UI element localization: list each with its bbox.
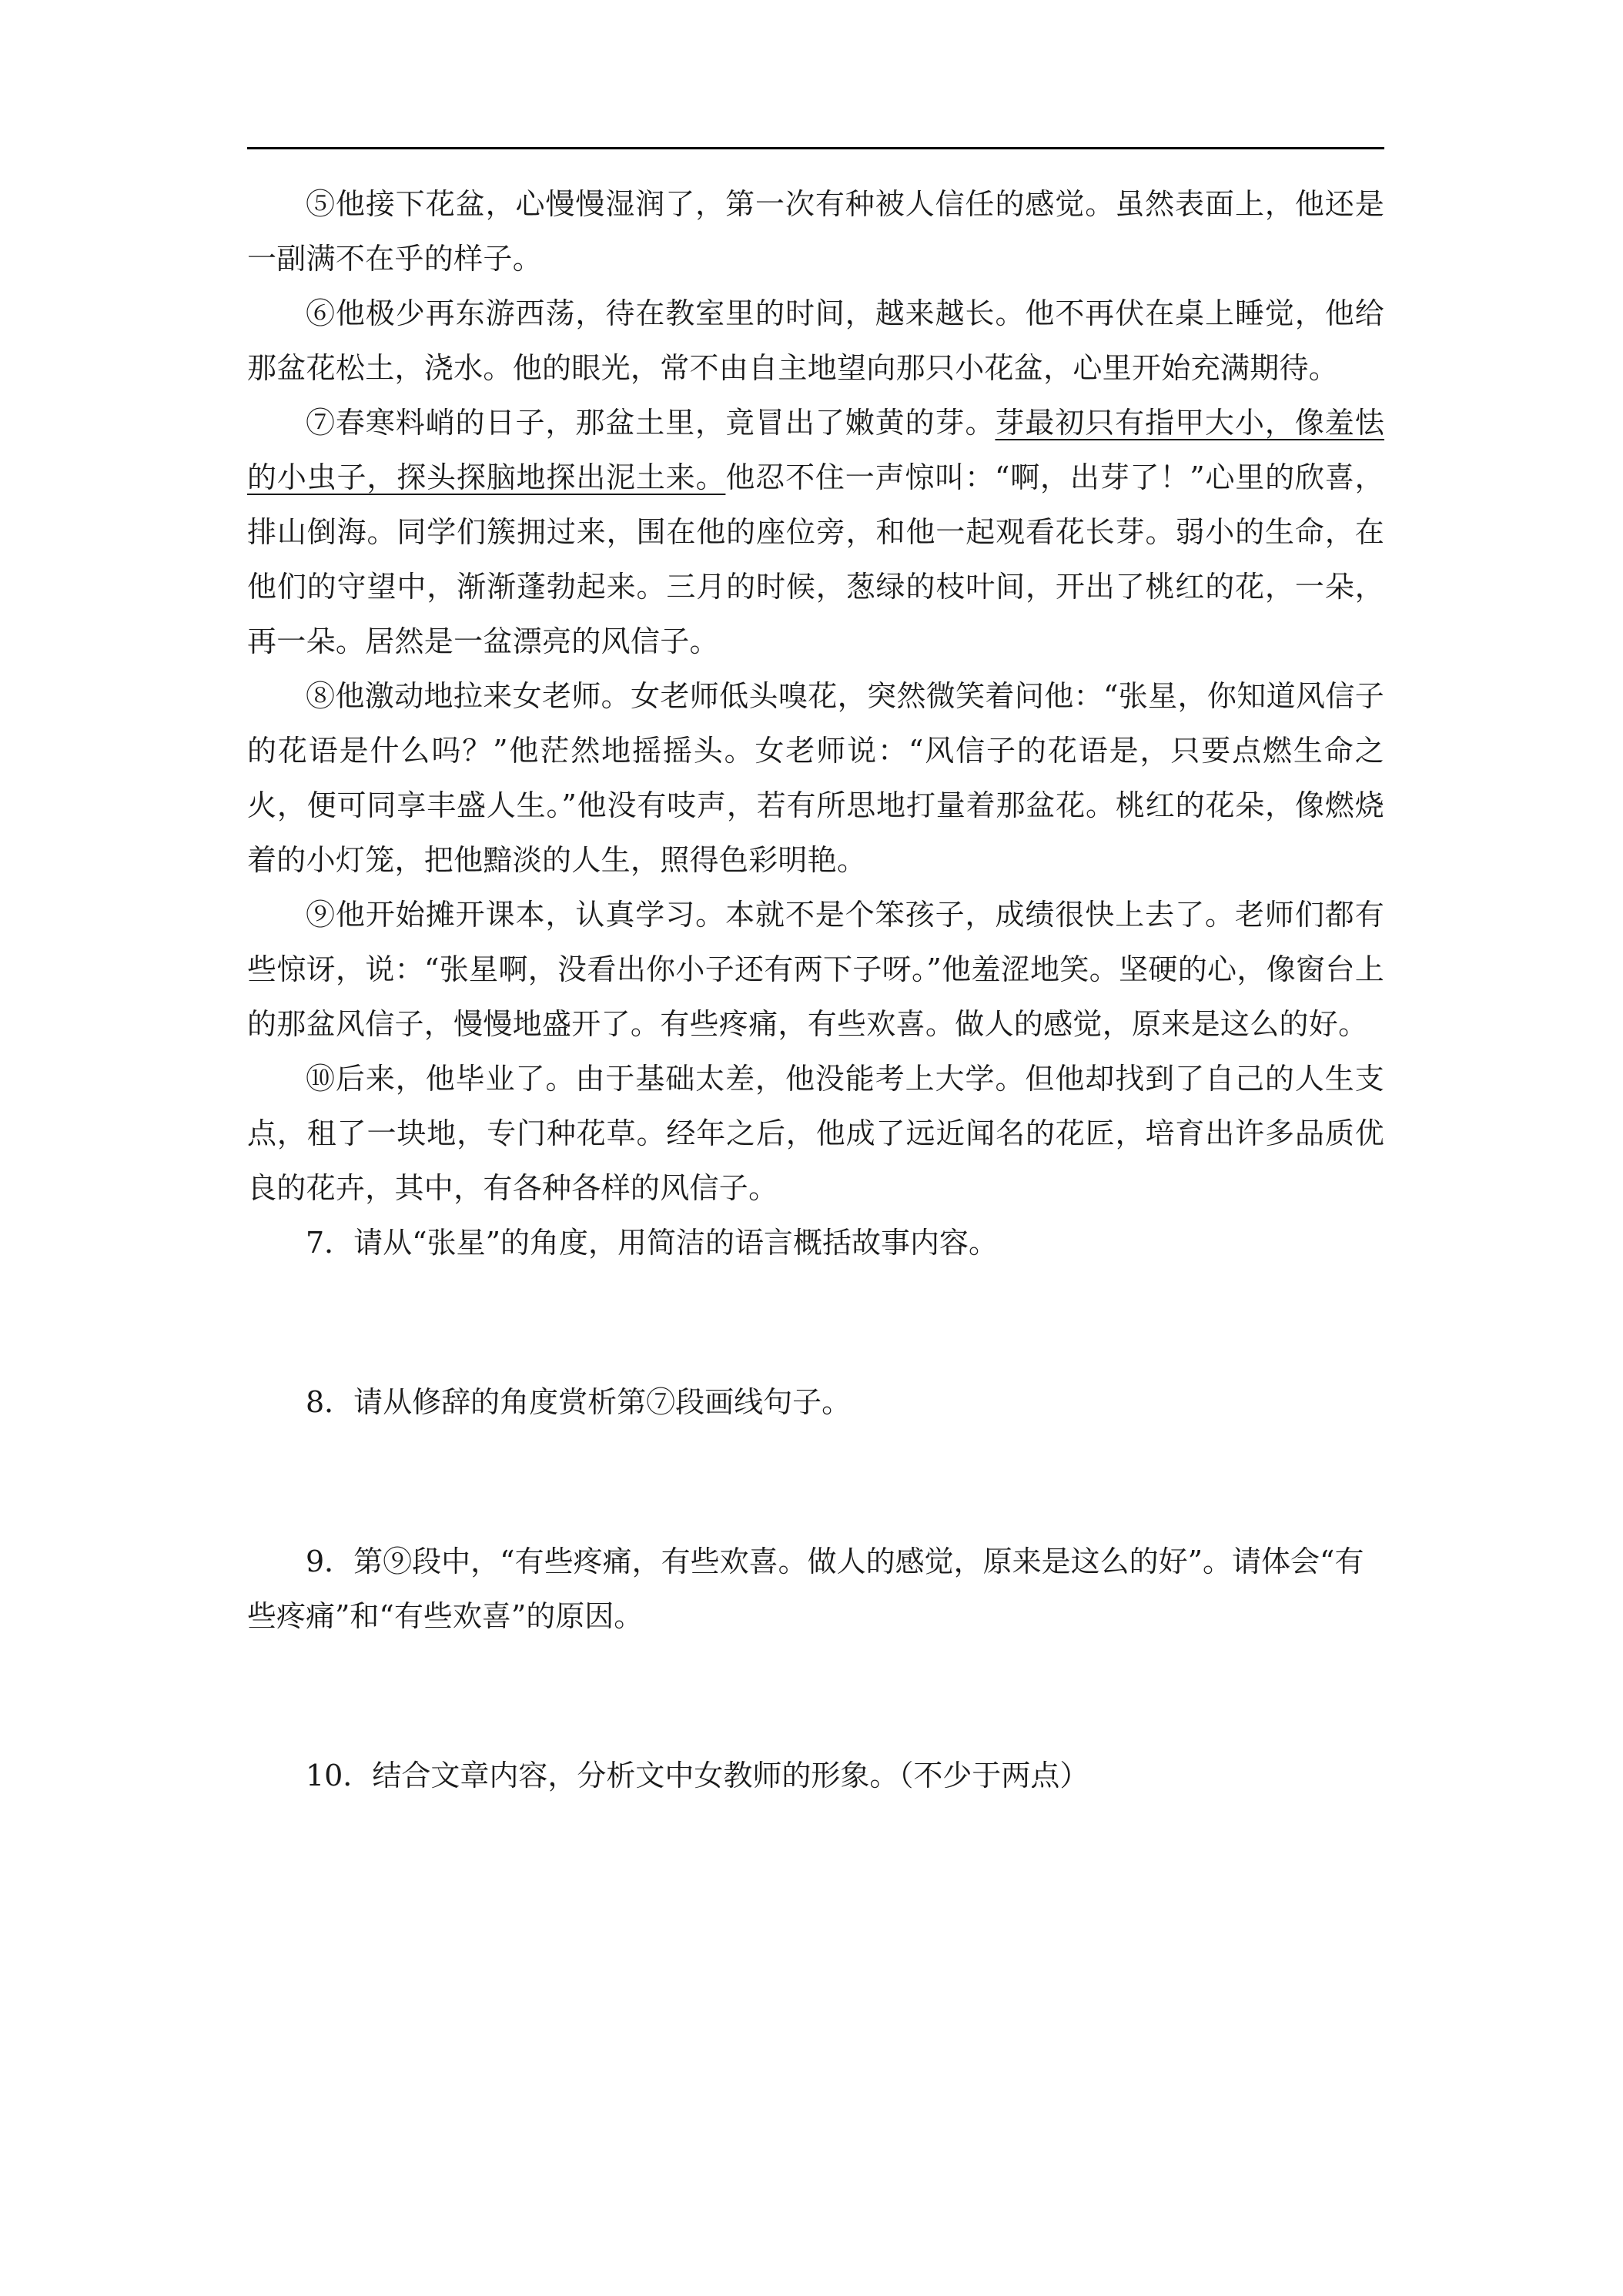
paragraph-7 (247, 396, 1384, 669)
question-8: 8．请从修辞的角度赏析第⑦段画线句子。 (306, 1385, 852, 1419)
paragraph-9: ⑨他开始摊开课本，认真学习。本就不是个笨孩子，成绩很快上去了。老师们都有些惊讶，说：“张星啊，没看出你小子还有两下子呀。”他羞涩地笑。坚硬的心，像窗台上的那盆风信子，慢慢地盛开了。有些疼痛，有些欢喜。做人的感觉，原来是这么的好。 (247, 898, 1384, 1041)
paragraph-7-before: ⑦春寒料峭的日子，那盆土里，竟冒出了嫩黄的芽。 (306, 406, 996, 440)
question-7: 7．请从“张星”的角度，用简洁的语言概括故事内容。 (306, 1226, 999, 1260)
document-body (247, 177, 1384, 1803)
paragraph-7-after: 他忍不住一声惊叫：“啊，出芽了！”心里的欣喜，排山倒海。同学们簇拥过来，围在他的座位旁，和他一起观看花长芽。弱小的生命，在他们的守望中，渐渐蓬勃起来。三月的时候，葱绿的枝叶间，开出了桃红的花，一朵，再一朵。居然是一盆漂亮的风信子。 (247, 460, 1384, 658)
paragraph-8: ⑧他激动地拉来女老师。女老师低头嗅花，突然微笑着问他：“张星，你知道风信子的花语是什么吗？”他茫然地摇摇头。女老师说：“风信子的花语是，只要点燃生命之火，便可同享丰盛人生。”他没有吱声，若有所思地打量着那盆花。桃红的花朵，像燃烧着的小灯笼，把他黯淡的人生，照得色彩明艳。 (247, 679, 1384, 877)
underlined-sentence: 芽最初只有指甲大小，像羞怯的小虫子，探头探脑地探出泥土来。 (247, 406, 1384, 494)
header-rule (247, 147, 1384, 149)
paragraph-10: ⑩后来，他毕业了。由于基础太差，他没能考上大学。但他却找到了自己的人生支点，租了一块地，专门种花草。经年之后，他成了远近闻名的花匠，培育出许多品质优良的花卉，其中，有各种各样的风信子。 (247, 1062, 1384, 1205)
paragraph-5: ⑤他接下花盆，心慢慢湿润了，第一次有种被人信任的感觉。虽然表面上，他还是一副满不在乎的样子。 (247, 187, 1384, 276)
question-9: 9．第⑨段中，“有些疼痛，有些欢喜。做人的感觉，原来是这么的好”。请体会“有些疼痛”和“有些欢喜”的原因。 (247, 1545, 1364, 1633)
paragraph-6: ⑥他极少再东游西荡，待在教室里的时间，越来越长。他不再伏在桌上睡觉，他给那盆花松土，浇水。他的眼光，常不由自主地望向那只小花盆，心里开始充满期待。 (247, 296, 1384, 385)
question-10: 10．结合文章内容，分析文中女教师的形象。（不少于两点） (306, 1759, 1089, 1792)
